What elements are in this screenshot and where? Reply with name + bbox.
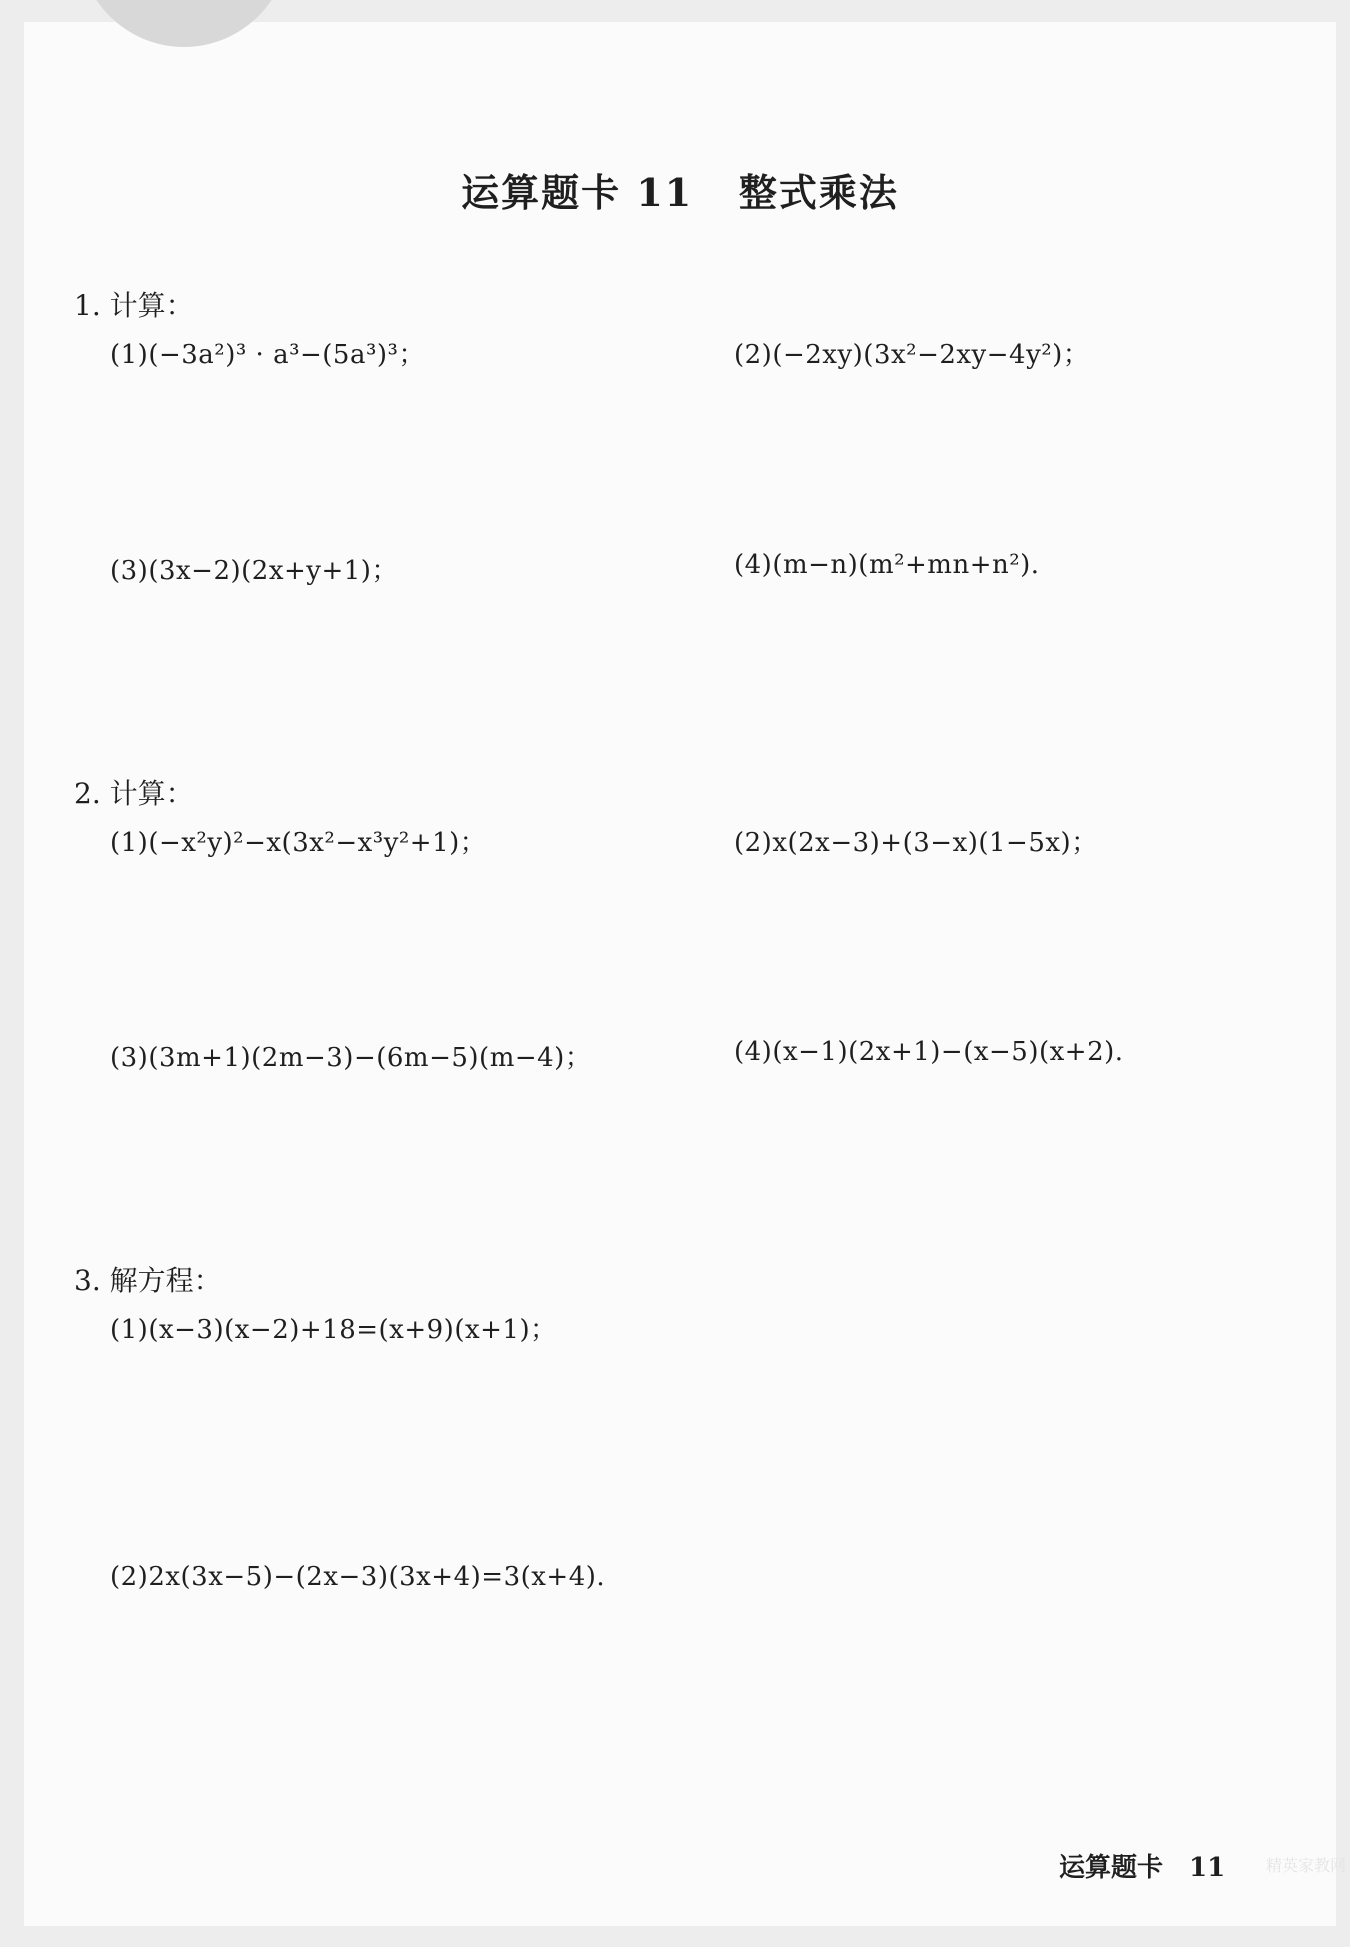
equation-3-1: (1)(x−3)(x−2)+18=(x+9)(x+1)； [110, 1315, 557, 1345]
page-number: 11 [1189, 1853, 1226, 1883]
watermark: 精英家教网 [1266, 1856, 1347, 1875]
problem-1-2: (2)(−2xy)(3x²−2xy−4y²)； [734, 340, 1090, 370]
equation-3-2: (2)2x(3x−5)−(2x−3)(3x+4)=3(x+4). [110, 1562, 606, 1592]
section-3-heading: 3. 解方程： [74, 1264, 222, 1297]
worksheet-page [24, 22, 1347, 1926]
corner-decoration [79, 0, 289, 47]
problem-2-3: (3)(3m+1)(2m−3)−(6m−5)(m−4)； [110, 1043, 592, 1073]
problem-1-1: (1)(−3a²)³ · a³−(5a³)³； [110, 340, 425, 370]
page-title: 运算题卡 11 整式乘法 [461, 170, 899, 215]
section-2-heading: 2. 计算： [74, 777, 194, 810]
footer-label: 运算题卡 [1059, 1853, 1164, 1883]
section-1-heading: 1. 计算： [74, 289, 194, 322]
problem-2-4: (4)(x−1)(2x+1)−(x−5)(x+2). [734, 1037, 1124, 1067]
problem-2-2: (2)x(2x−3)+(3−x)(1−5x)； [734, 828, 1098, 858]
page-footer [1059, 1847, 1225, 1884]
problem-1-4: (4)(m−n)(m²+mn+n²). [734, 550, 1040, 580]
problem-1-3: (3)(3x−2)(2x+y+1)； [110, 556, 398, 586]
problem-2-1: (1)(−x²y)²−x(3x²−x³y²+1)； [110, 828, 487, 858]
